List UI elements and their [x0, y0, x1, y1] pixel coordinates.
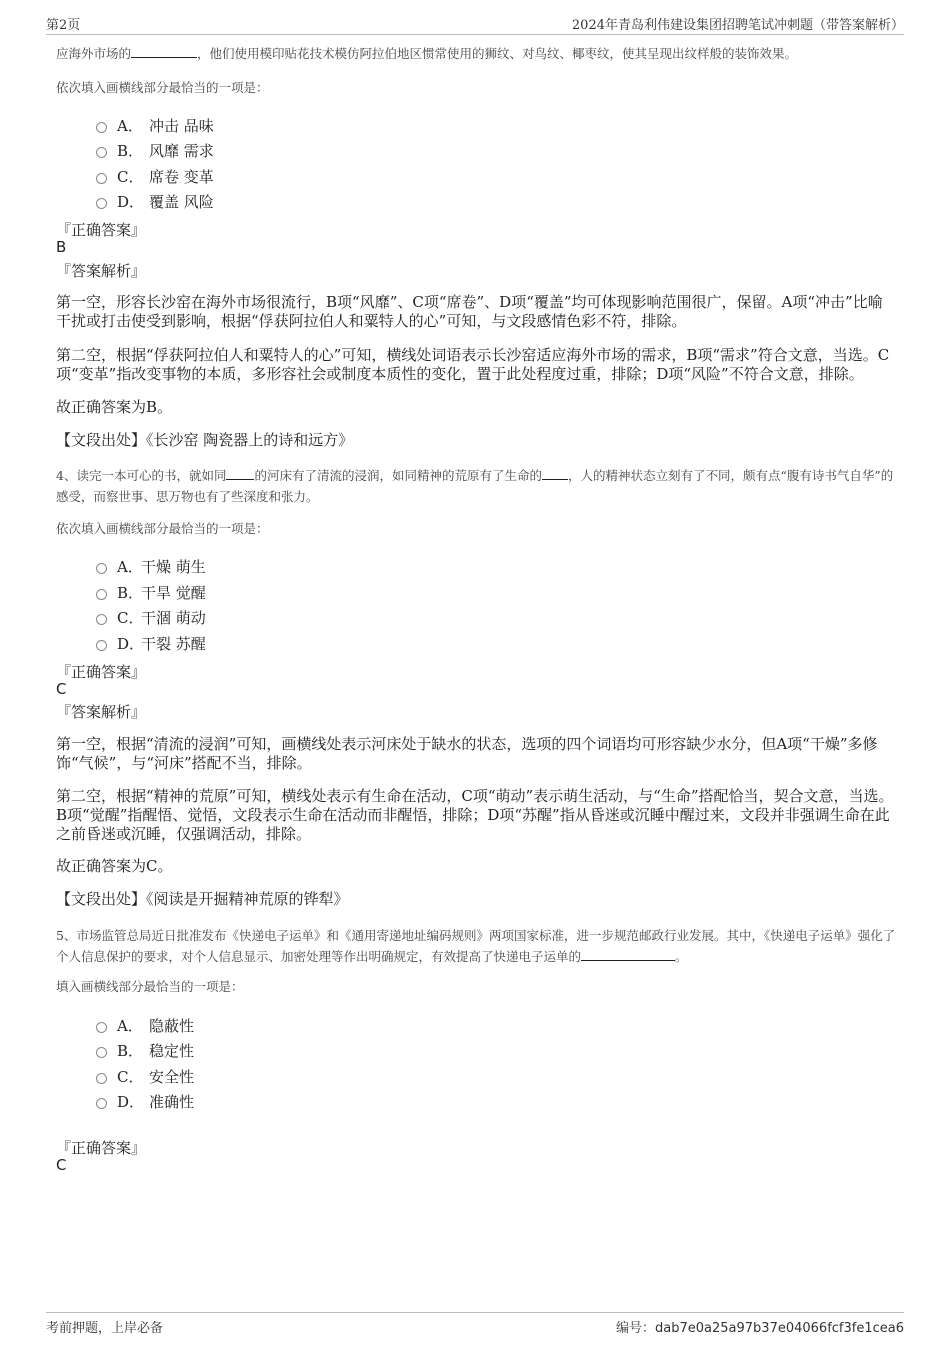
radio-icon[interactable] [96, 1022, 107, 1033]
answer-blank [581, 947, 675, 961]
q5-instruction: 填入画横线部分最恰当的一项是： [56, 979, 244, 994]
q5-answer: C [56, 1156, 67, 1174]
radio-icon[interactable] [96, 563, 107, 574]
q4-answer: C [56, 680, 67, 698]
answer-blank [542, 466, 568, 480]
q5-option-d[interactable]: D． 准确性 [96, 1091, 194, 1112]
q4-source: 【文段出处】《阅读是开掘精神荒原的铧犁》 [56, 890, 349, 908]
q3-stem: 应海外市场的 ，他们使用模印贴花技术模仿阿拉伯地区惯常使用的狮纹、对鸟纹、椰枣纹，使其呈现出纹样般的装饰效果。 [56, 46, 798, 61]
radio-icon[interactable] [96, 1098, 107, 1109]
q3-analysis-1: 第一空，形容长沙窑在海外市场很流行，B项“风靡”、C项“席卷”、D项“覆盖”均可体现影响范围很广，保留。A项“冲击”比喻干扰或打击使受到影响，根据“俘获阿拉伯人和粟特人的心”可知，与文段感情色彩不符，排除。 [56, 293, 883, 330]
q3-option-b[interactable]: B． 风靡 需求 [96, 140, 214, 161]
answer-blank [226, 466, 254, 480]
document-title: 2024年青岛利伟建设集团招聘笔试冲刺题（带答案解析） [571, 18, 904, 33]
q5-answer-label: 『正确答案』 [56, 1139, 147, 1157]
q3-analysis-label: 『答案解析』 [56, 262, 147, 280]
radio-icon[interactable] [96, 1047, 107, 1058]
q5-stem: 5、市场监管总局近日批准发布《快递电子运单》和《通用寄递地址编码规则》两项国家标准，进一步规范邮政行业发展。其中，《快递电子运单》强化了个人信息保护的要求，对个人信息显示、加密处理等作出明确规定，有效提高了快递电子运单的 。 [56, 928, 896, 964]
q4-analysis-1: 第一空，根据“清流的浸润”可知，画横线处表示河床处于缺水的状态，选项的四个词语均可形容缺少水分，但A项“干燥”多修饰“气候”，与“河床”搭配不当，排除。 [56, 735, 878, 772]
q3-answer-label: 『正确答案』 [56, 221, 147, 239]
q3-analysis-3: 故正确答案为B。 [56, 398, 173, 416]
q3-option-c[interactable]: C． 席卷 变革 [96, 166, 214, 187]
radio-icon[interactable] [96, 614, 107, 625]
answer-blank [131, 44, 197, 58]
radio-icon[interactable] [96, 589, 107, 600]
q3-instruction: 依次填入画横线部分最恰当的一项是： [56, 80, 269, 95]
q4-option-a[interactable]: A． 干燥 萌生 [96, 556, 206, 577]
q5-option-c[interactable]: C． 安全性 [96, 1066, 194, 1087]
q4-analysis-3: 故正确答案为C。 [56, 857, 173, 875]
q3-analysis-2: 第二空，根据“俘获阿拉伯人和粟特人的心”可知，横线处词语表示长沙窑适应海外市场的需求，B项“需求”符合文意，当选。C项“变革”指改变事物的本质，多形容社会或制度本质性的变化，置于此处程度过重，排除；D项“风险”不符合文意，排除。 [56, 346, 890, 383]
q4-stem: 4、读完一本可心的书，就如同 的河床有了清流的浸润，如同精神的荒原有了生命的 ，人的精神状态立刻有了不同，颇有点“腹有诗书气自华”的感受，而察世事、思万物也有了些深度和张力。 [56, 468, 894, 504]
radio-icon[interactable] [96, 1073, 107, 1084]
footer-slogan: 考前押题，上岸必备 [46, 1321, 164, 1336]
q3-option-d[interactable]: D． 覆盖 风险 [96, 191, 214, 212]
q4-instruction: 依次填入画横线部分最恰当的一项是： [56, 521, 269, 536]
radio-icon[interactable] [96, 640, 107, 651]
q4-option-b[interactable]: B． 干旱 觉醒 [96, 582, 206, 603]
q4-answer-label: 『正确答案』 [56, 663, 147, 681]
q5-option-b[interactable]: B． 稳定性 [96, 1040, 194, 1061]
document-id: 编号：dab7e0a25a97b37e04066fcf3fe1cea6 [616, 1321, 904, 1336]
q4-option-d[interactable]: D． 干裂 苏醒 [96, 633, 206, 654]
radio-icon[interactable] [96, 147, 107, 158]
q5-option-a[interactable]: A． 隐蔽性 [96, 1015, 194, 1036]
q4-analysis-2: 第二空，根据“精神的荒原”可知，横线处表示有生命在活动，C项“萌动”表示萌生活动，与“生命”搭配恰当，契合文意，当选。B项“觉醒”指醒悟、觉悟，文段表示生命在活动而非醒悟，排除；D项“苏醒”指从昏迷或沉睡中醒过来，文段并非强调生命在此之前昏迷或沉睡，仅强调活动，排除。 [56, 787, 894, 843]
page-number: 第2页 [46, 18, 81, 33]
q3-source: 【文段出处】《长沙窑 陶瓷器上的诗和远方》 [56, 431, 354, 449]
q4-analysis-label: 『答案解析』 [56, 703, 147, 721]
q3-option-a[interactable]: A． 冲击 品味 [96, 115, 214, 136]
page-footer [46, 1312, 904, 1335]
radio-icon[interactable] [96, 173, 107, 184]
radio-icon[interactable] [96, 122, 107, 133]
q3-answer: B [56, 238, 67, 256]
radio-icon[interactable] [96, 198, 107, 209]
q4-option-c[interactable]: C． 干涸 萌动 [96, 607, 206, 628]
page-header [46, 14, 904, 35]
